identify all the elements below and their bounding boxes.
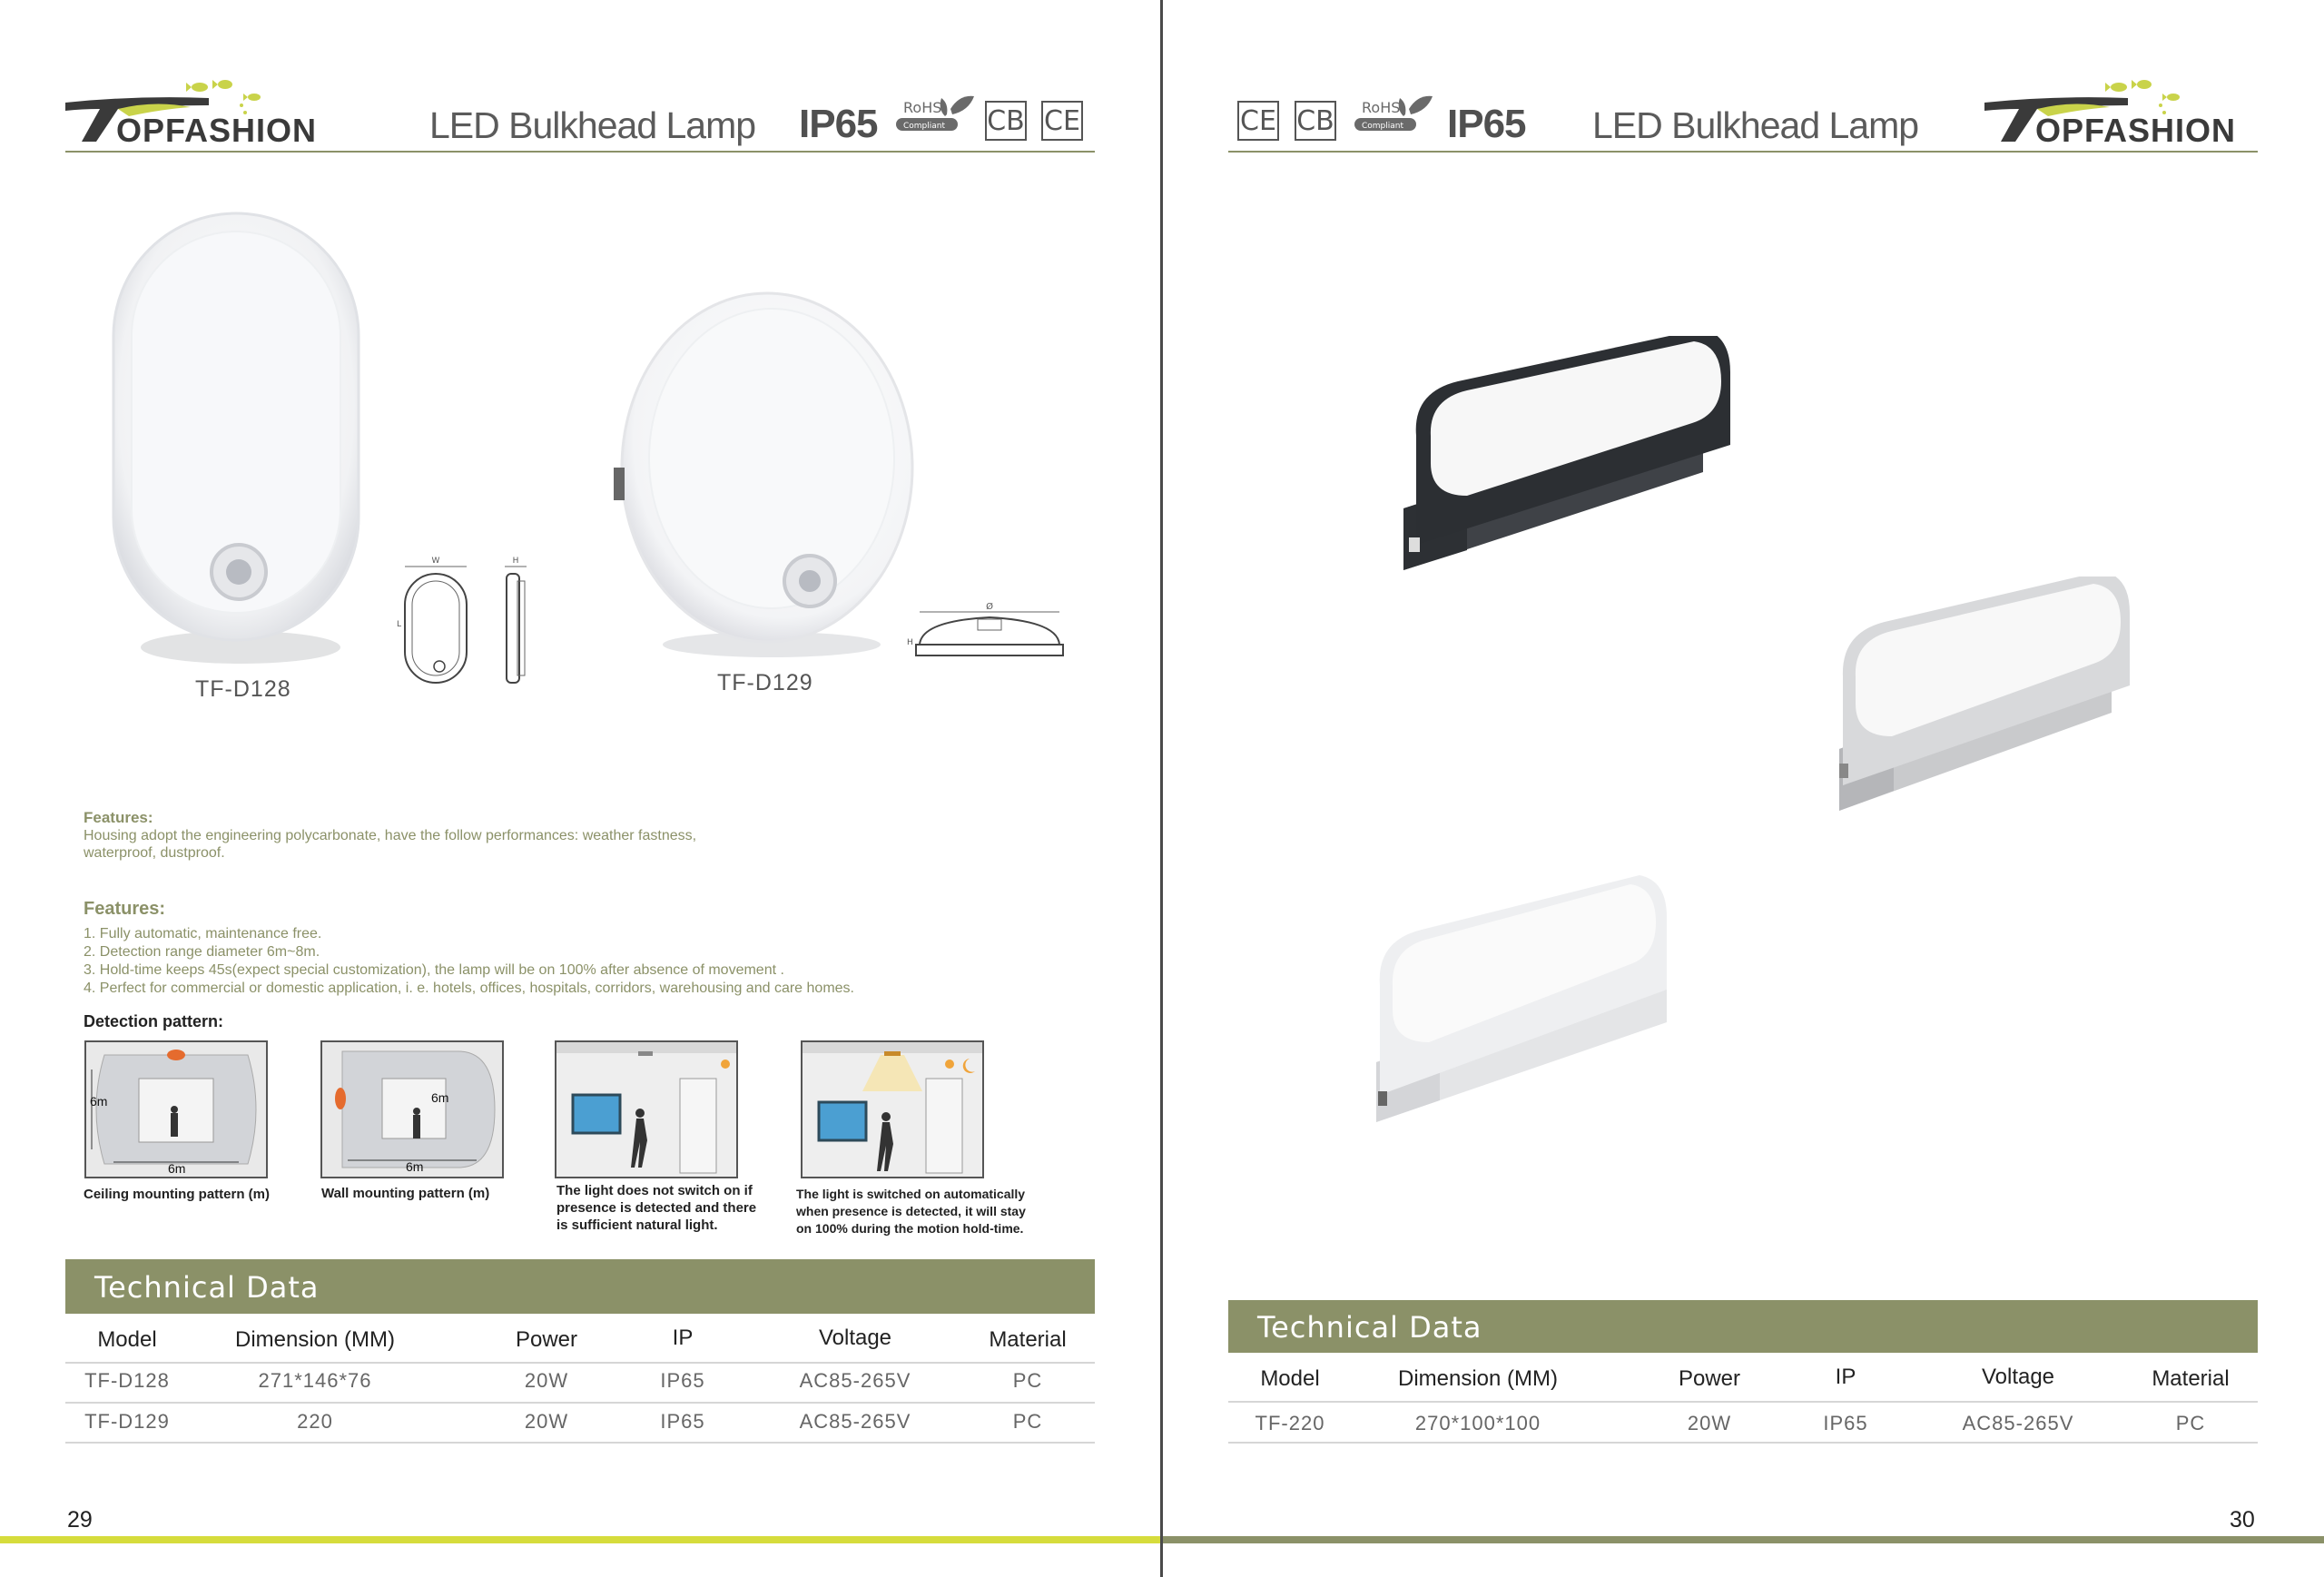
svg-text:6m: 6m (90, 1094, 108, 1109)
table-cell: IP65 (660, 1410, 705, 1433)
features-material-text (84, 827, 696, 862)
right-page (1163, 0, 2324, 1577)
column-header: IP (1835, 1365, 1856, 1389)
table-cell: 220 (297, 1410, 333, 1433)
svg-text:Compliant: Compliant (1362, 122, 1404, 131)
features-heading-sensor: Features: (84, 899, 166, 919)
table-cell: 20W (524, 1369, 569, 1392)
topfashion-logo (1983, 73, 2260, 145)
dimension-drawing-tf-d128 (390, 554, 545, 690)
svg-text:W: W (431, 557, 440, 566)
detection-caption-ceiling: Ceiling mounting pattern (m) (84, 1187, 270, 1202)
detection-panel-daylight (555, 1040, 738, 1178)
table-cell: TF-220 (1255, 1412, 1325, 1434)
detection-panel-ceiling (84, 1040, 268, 1178)
feature-item: 1. Fully automatic, maintenance free. (84, 926, 322, 941)
table-cell: 270*100*100 (1414, 1412, 1541, 1434)
table-cell: IP65 (660, 1369, 705, 1392)
rohs-icon (1353, 93, 1434, 136)
column-header: IP (672, 1326, 694, 1350)
svg-text:H: H (907, 638, 913, 647)
detection-panel-wall (320, 1040, 504, 1178)
table-divider (65, 1442, 1095, 1444)
product-image-tf-d129 (608, 281, 917, 663)
svg-text:RoHS: RoHS (903, 99, 942, 116)
detection-caption-daylight: The light does not switch on if presence is detected and there is sufficient natural light. (556, 1183, 757, 1233)
svg-text:6m: 6m (168, 1161, 186, 1176)
footer-bar (1163, 1536, 2324, 1543)
features-heading-material: Features: (84, 809, 153, 826)
detection-pattern-heading: Detection pattern: (84, 1012, 224, 1030)
topfashion-logo (64, 73, 340, 145)
svg-text:RoHS: RoHS (1362, 99, 1401, 116)
svg-text:OPFASHION: OPFASHION (2035, 112, 2237, 145)
table-cell: TF-D128 (84, 1369, 170, 1392)
table-cell: AC85-265V (799, 1369, 911, 1392)
header-rule (65, 151, 1095, 153)
table-row (65, 1410, 1095, 1443)
left-page (0, 0, 1161, 1577)
product-image-tf-220-white (1367, 872, 1703, 1144)
table-cell: AC85-265V (1962, 1412, 2074, 1434)
header-title: LED Bulkhead Lamp (429, 104, 756, 146)
table-cell: IP65 (1823, 1412, 1868, 1434)
table-cell: PC (1012, 1410, 1043, 1433)
table-cell: TF-D129 (84, 1410, 170, 1433)
svg-text:Compliant: Compliant (903, 122, 946, 131)
column-header: Voltage (818, 1326, 892, 1350)
page-number: 30 (2230, 1507, 2255, 1533)
svg-text:L: L (397, 620, 402, 629)
detection-panel-motion (801, 1040, 984, 1178)
product-image-tf-220-grey (1839, 577, 2166, 822)
product-label-tf-d129: TF-D129 (717, 670, 813, 695)
technical-data-title: Technical Data (1257, 1310, 1482, 1345)
feature-item: 4. Perfect for commercial or domestic application, i. e. hotels, offices, hospitals, corridors, warehousing and care homes. (84, 981, 854, 996)
header-title: LED Bulkhead Lamp (1592, 104, 1919, 146)
footer-bar (0, 1536, 1161, 1543)
motion-illustration (803, 1042, 982, 1177)
page-number: 29 (67, 1507, 93, 1533)
column-header: Dimension (MM) (234, 1327, 395, 1352)
technical-data-title: Technical Data (94, 1270, 320, 1305)
table-header-row (65, 1326, 1095, 1362)
svg-text:6m: 6m (406, 1159, 424, 1174)
table-header-row (1228, 1365, 2258, 1401)
table-cell: 20W (524, 1410, 569, 1433)
daylight-illustration (556, 1042, 736, 1177)
table-divider (1228, 1442, 2258, 1444)
column-header: Model (1260, 1366, 1320, 1391)
table-cell: 20W (1687, 1412, 1732, 1434)
header-rule (1228, 151, 2258, 153)
table-divider (65, 1362, 1095, 1364)
detection-caption-motion: The light is switched on automatically when presence is detected, it will stay on 100% during the motion hold-time. (796, 1187, 1026, 1236)
column-header: Power (1678, 1366, 1741, 1391)
ip-rating-badge: IP65 (1447, 102, 1526, 146)
svg-text:6m: 6m (431, 1090, 449, 1105)
table-cell: 271*146*76 (258, 1369, 372, 1392)
column-header: Material (2152, 1366, 2230, 1391)
table-divider (65, 1402, 1095, 1404)
column-header: Material (989, 1327, 1067, 1352)
table-divider (1228, 1401, 2258, 1403)
svg-text:OPFASHION: OPFASHION (116, 112, 318, 145)
svg-text:H: H (512, 557, 519, 566)
product-image-tf-220-black (1403, 336, 1785, 572)
product-label-tf-d128: TF-D128 (195, 676, 291, 702)
ce-certification-icon: CE (1041, 101, 1083, 141)
ip-rating-badge: IP65 (799, 102, 878, 146)
table-row (1228, 1412, 2258, 1444)
feature-item: 2. Detection range diameter 6m~8m. (84, 944, 320, 960)
svg-text:Ø: Ø (986, 602, 993, 612)
table-row (65, 1369, 1095, 1402)
ce-certification-icon: CE (1237, 101, 1279, 141)
column-header: Model (97, 1327, 157, 1352)
table-cell: PC (1012, 1369, 1043, 1392)
cb-certification-icon: CB (985, 101, 1027, 141)
features-sensor-list (84, 925, 854, 998)
feature-item: 3. Hold-time keeps 45s(expect special customization), the lamp will be on 100% after absence of movement . (84, 962, 784, 978)
table-cell: AC85-265V (799, 1410, 911, 1433)
column-header: Power (515, 1327, 578, 1352)
column-header: Voltage (1981, 1365, 2055, 1389)
technical-data-banner (1228, 1300, 2258, 1353)
detection-caption-wall: Wall mounting pattern (m) (321, 1186, 490, 1201)
table-cell: PC (2175, 1412, 2206, 1434)
feature-line: Housing adopt the engineering polycarbonate, have the follow performances: weather fastness, (84, 828, 697, 843)
product-image-tf-d128 (104, 204, 368, 676)
cb-certification-icon: CB (1295, 101, 1336, 141)
dimension-drawing-tf-d129 (903, 599, 1067, 672)
feature-line: waterproof, dustproof. (84, 845, 225, 861)
wall-pattern-illustration (322, 1042, 502, 1177)
rohs-icon (894, 93, 976, 136)
technical-data-banner (65, 1259, 1095, 1314)
ceiling-pattern-illustration (86, 1042, 266, 1177)
column-header: Dimension (MM) (1397, 1366, 1558, 1391)
